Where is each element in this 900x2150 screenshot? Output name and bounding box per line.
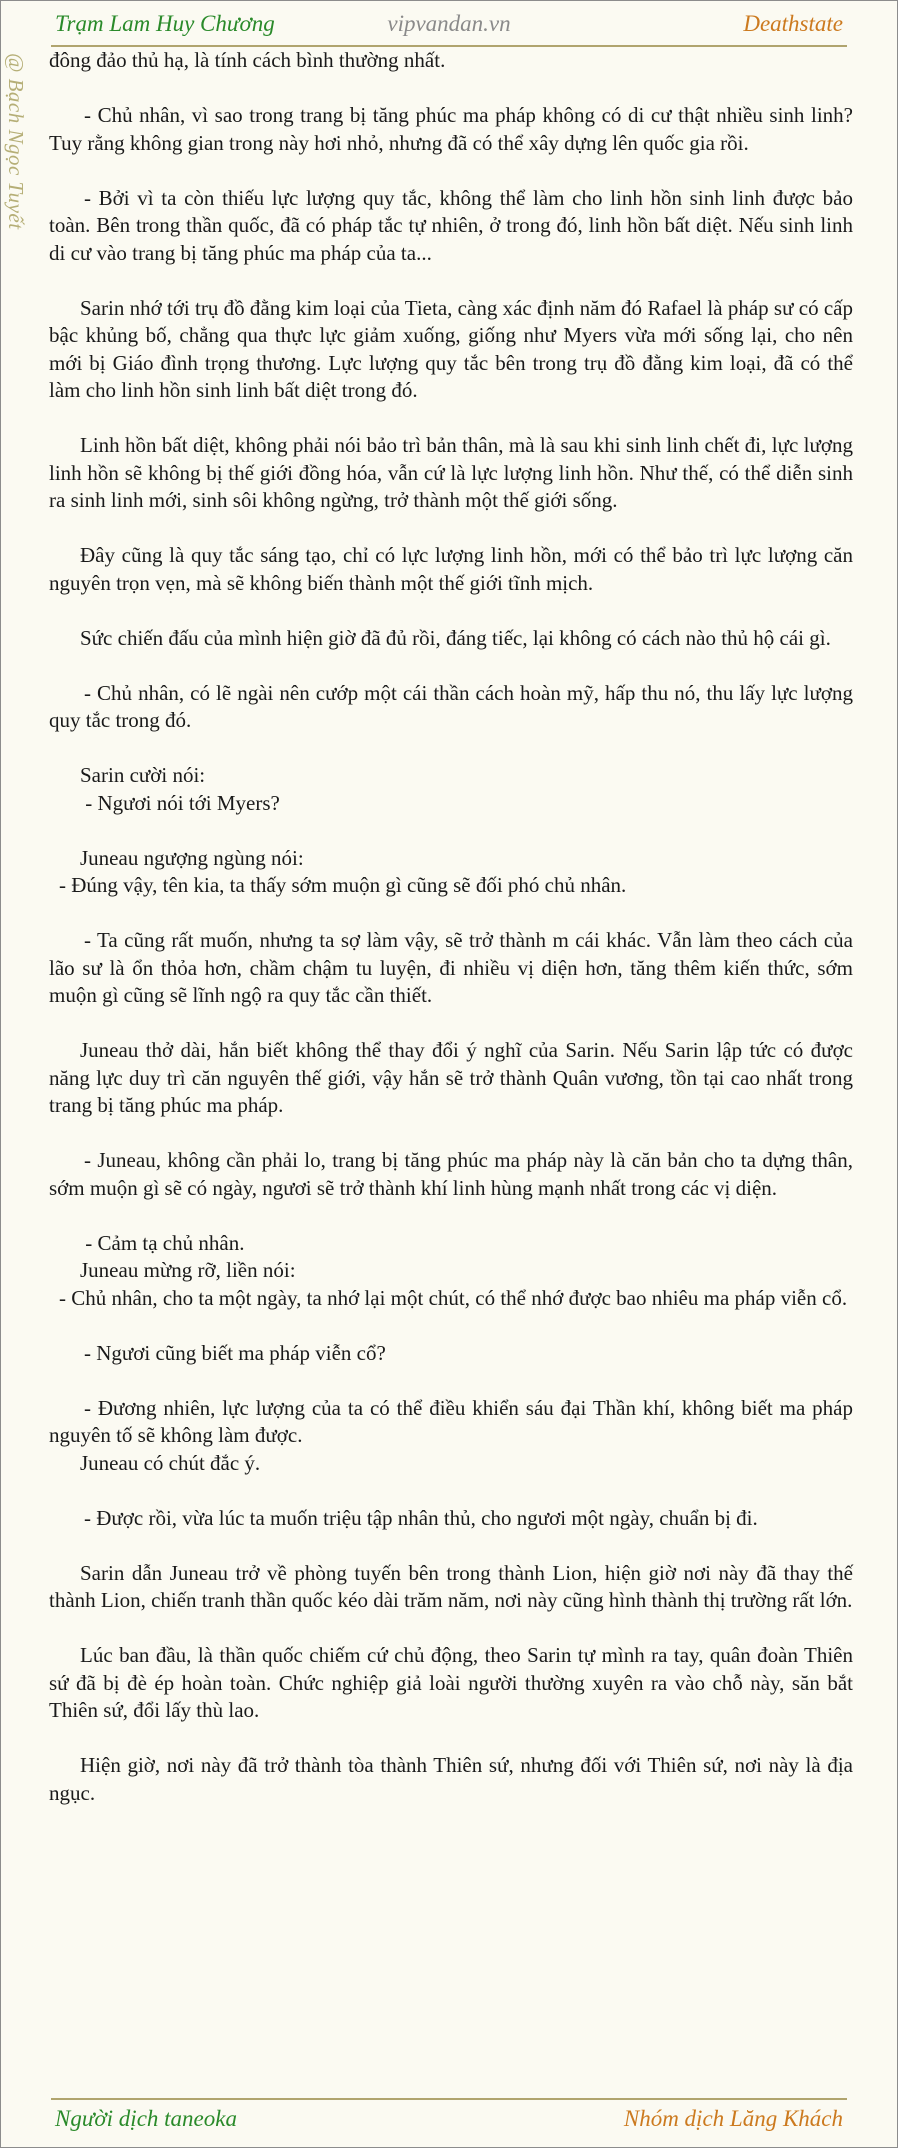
header-site-name: Trạm Lam Huy Chương	[55, 11, 275, 36]
header-website: vipvandan.vn	[387, 11, 511, 36]
paragraph: Hiện giờ, nơi này đã trở thành tòa thành Thiên sứ, nhưng đối với Thiên sứ, nơi này là địa ngục.	[49, 1753, 853, 1805]
text-body	[49, 47, 853, 1835]
footer-group: Nhóm dịch Lăng Khách	[623, 2106, 843, 2131]
paragraph: Sarin nhớ tới trụ đồ đằng kim loại của Tieta, càng xác định năm đó Rafael là pháp sư có cấp bậc khủng bố, chẳng qua thực lực giảm xuống, giống như Myers vừa mới sống lại, cho nên mới bị Giáo đình trọng thương. Lực lượng quy tắc bên trong trụ đồ đằng kim loại, đã có thể làm cho linh hồn sinh linh bất diệt trong đó.	[49, 295, 853, 402]
page-footer	[51, 2106, 847, 2136]
paragraph	[49, 1395, 853, 1478]
text-line: - Chủ nhân, cho ta một ngày, ta nhớ lại một chút, có thể nhớ được bao nhiêu ma pháp viễn cổ.	[59, 1285, 848, 1310]
paragraph: - Chủ nhân, vì sao trong trang bị tăng phúc ma pháp không có di cư thật nhiều sinh linh? Tuy rằng không gian trong này hơi nhỏ, nhưng đã có thể xây dựng lên quốc gia rồi.	[49, 103, 853, 155]
paragraph: Sarin dẫn Juneau trở về phòng tuyến bên trong thành Lion, hiện giờ nơi này đã thay thế thành Lion, chiến tranh thần quốc kéo dài trăm năm, nơi này cũng hình thành thị trường rất lớn.	[49, 1560, 853, 1612]
side-watermark-label: @ Bạch Ngọc Tuyết	[4, 53, 28, 230]
text-line: Juneau mừng rỡ, liền nói:	[80, 1258, 296, 1282]
paragraph: - Được rồi, vừa lúc ta muốn triệu tập nhân thủ, cho ngươi một ngày, chuẩn bị đi.	[84, 1505, 758, 1530]
paragraph	[49, 47, 853, 75]
text-line: - Ngươi nói tới Myers?	[80, 790, 280, 815]
paragraph: - Ta cũng rất muốn, nhưng ta sợ làm vậy, sẽ trở thành m cái khác. Vẫn làm theo cách của lão sư là ổn thỏa hơn, chầm chậm tu luyện, đi nhiều vị diện hơn, tăng thêm kiến thức, sớm muộn gì cũng sẽ lĩnh ngộ ra quy tắc cần thiết.	[49, 928, 853, 1007]
footer-translator: Người dịch taneoka	[55, 2106, 237, 2131]
paragraph	[49, 1230, 853, 1313]
text-line: đông đảo thủ hạ, là tính cách bình thường nhất.	[49, 48, 446, 72]
paragraph: - Bởi vì ta còn thiếu lực lượng quy tắc, không thể làm cho linh hồn sinh linh được bảo toàn. Bên trong thần quốc, đã có pháp tắc tự nhiên, ở trong đó, linh hồn bất diệt. Nếu sinh linh di cư vào trang bị tăng phúc ma pháp của ta...	[49, 185, 853, 265]
paragraph: Juneau thở dài, hắn biết không thể thay đổi ý nghĩ của Sarin. Nếu Sarin lập tức có được năng lực duy trì căn nguyên thế giới, vậy hắn sẽ trở thành Quân vương, tồn tại cao nhất trong trang bị tăng phúc ma pháp.	[49, 1038, 853, 1117]
paragraph: Lúc ban đầu, là thần quốc chiếm cứ chủ động, theo Sarin tự mình ra tay, quân đoàn Thiên sứ đã bị đè ép hoàn toàn. Chức nghiệp giả loài người thường xuyên ra vào chỗ này, săn bắt Thiên sứ, đổi lấy thù lao.	[49, 1643, 853, 1722]
paragraph	[49, 845, 853, 900]
header-book-title: Deathstate	[743, 11, 843, 36]
text-line: Juneau ngượng ngùng nói:	[80, 845, 304, 870]
paragraph: Đây cũng là quy tắc sáng tạo, chỉ có lực lượng linh hồn, mới có thể bảo trì lực lượng căn nguyên trọn vẹn, mà sẽ không biến thành một thế giới tĩnh mịch.	[49, 543, 853, 595]
paragraph: Sức chiến đấu của mình hiện giờ đã đủ rồi, đáng tiếc, lại không có cách nào thủ hộ cái gì.	[80, 625, 831, 650]
paragraph: - Chủ nhân, có lẽ ngài nên cướp một cái thần cách hoàn mỹ, hấp thu nó, thu lấy lực lượng quy tắc trong đó.	[49, 680, 853, 732]
paragraph	[49, 762, 853, 817]
text-line: Juneau có chút đắc ý.	[80, 1450, 261, 1475]
text-line: - Đương nhiên, lực lượng của ta có thể điều khiển sáu đại Thần khí, không biết ma pháp nguyên tố sẽ không làm được.	[49, 1395, 853, 1447]
paragraph: - Juneau, không cần phải lo, trang bị tăng phúc ma pháp này là căn bản cho ta dựng thân, sớm muộn gì sẽ có ngày, ngươi sẽ trở thành khí linh hùng mạnh nhất trong các vị diện.	[49, 1148, 853, 1200]
text-line: Sarin cười nói:	[80, 763, 206, 787]
paragraph: - Ngươi cũng biết ma pháp viễn cổ?	[84, 1340, 386, 1365]
paragraph: Linh hồn bất diệt, không phải nói bảo trì bản thân, mà là sau khi sinh linh chết đi, lực lượng linh hồn sẽ không bị thế giới đồng hóa, vẫn cứ là lực lượng linh hồn. Như thế, có thể diễn sinh ra sinh linh mới, sinh sôi không ngừng, trở thành một thế giới sống.	[49, 433, 853, 512]
page-header	[51, 11, 847, 41]
text-line: - Cảm tạ chủ nhân.	[80, 1230, 245, 1255]
text-line: - Đúng vậy, tên kia, ta thấy sớm muộn gì cũng sẽ đối phó chủ nhân.	[59, 873, 627, 897]
footer-divider	[51, 2098, 847, 2100]
